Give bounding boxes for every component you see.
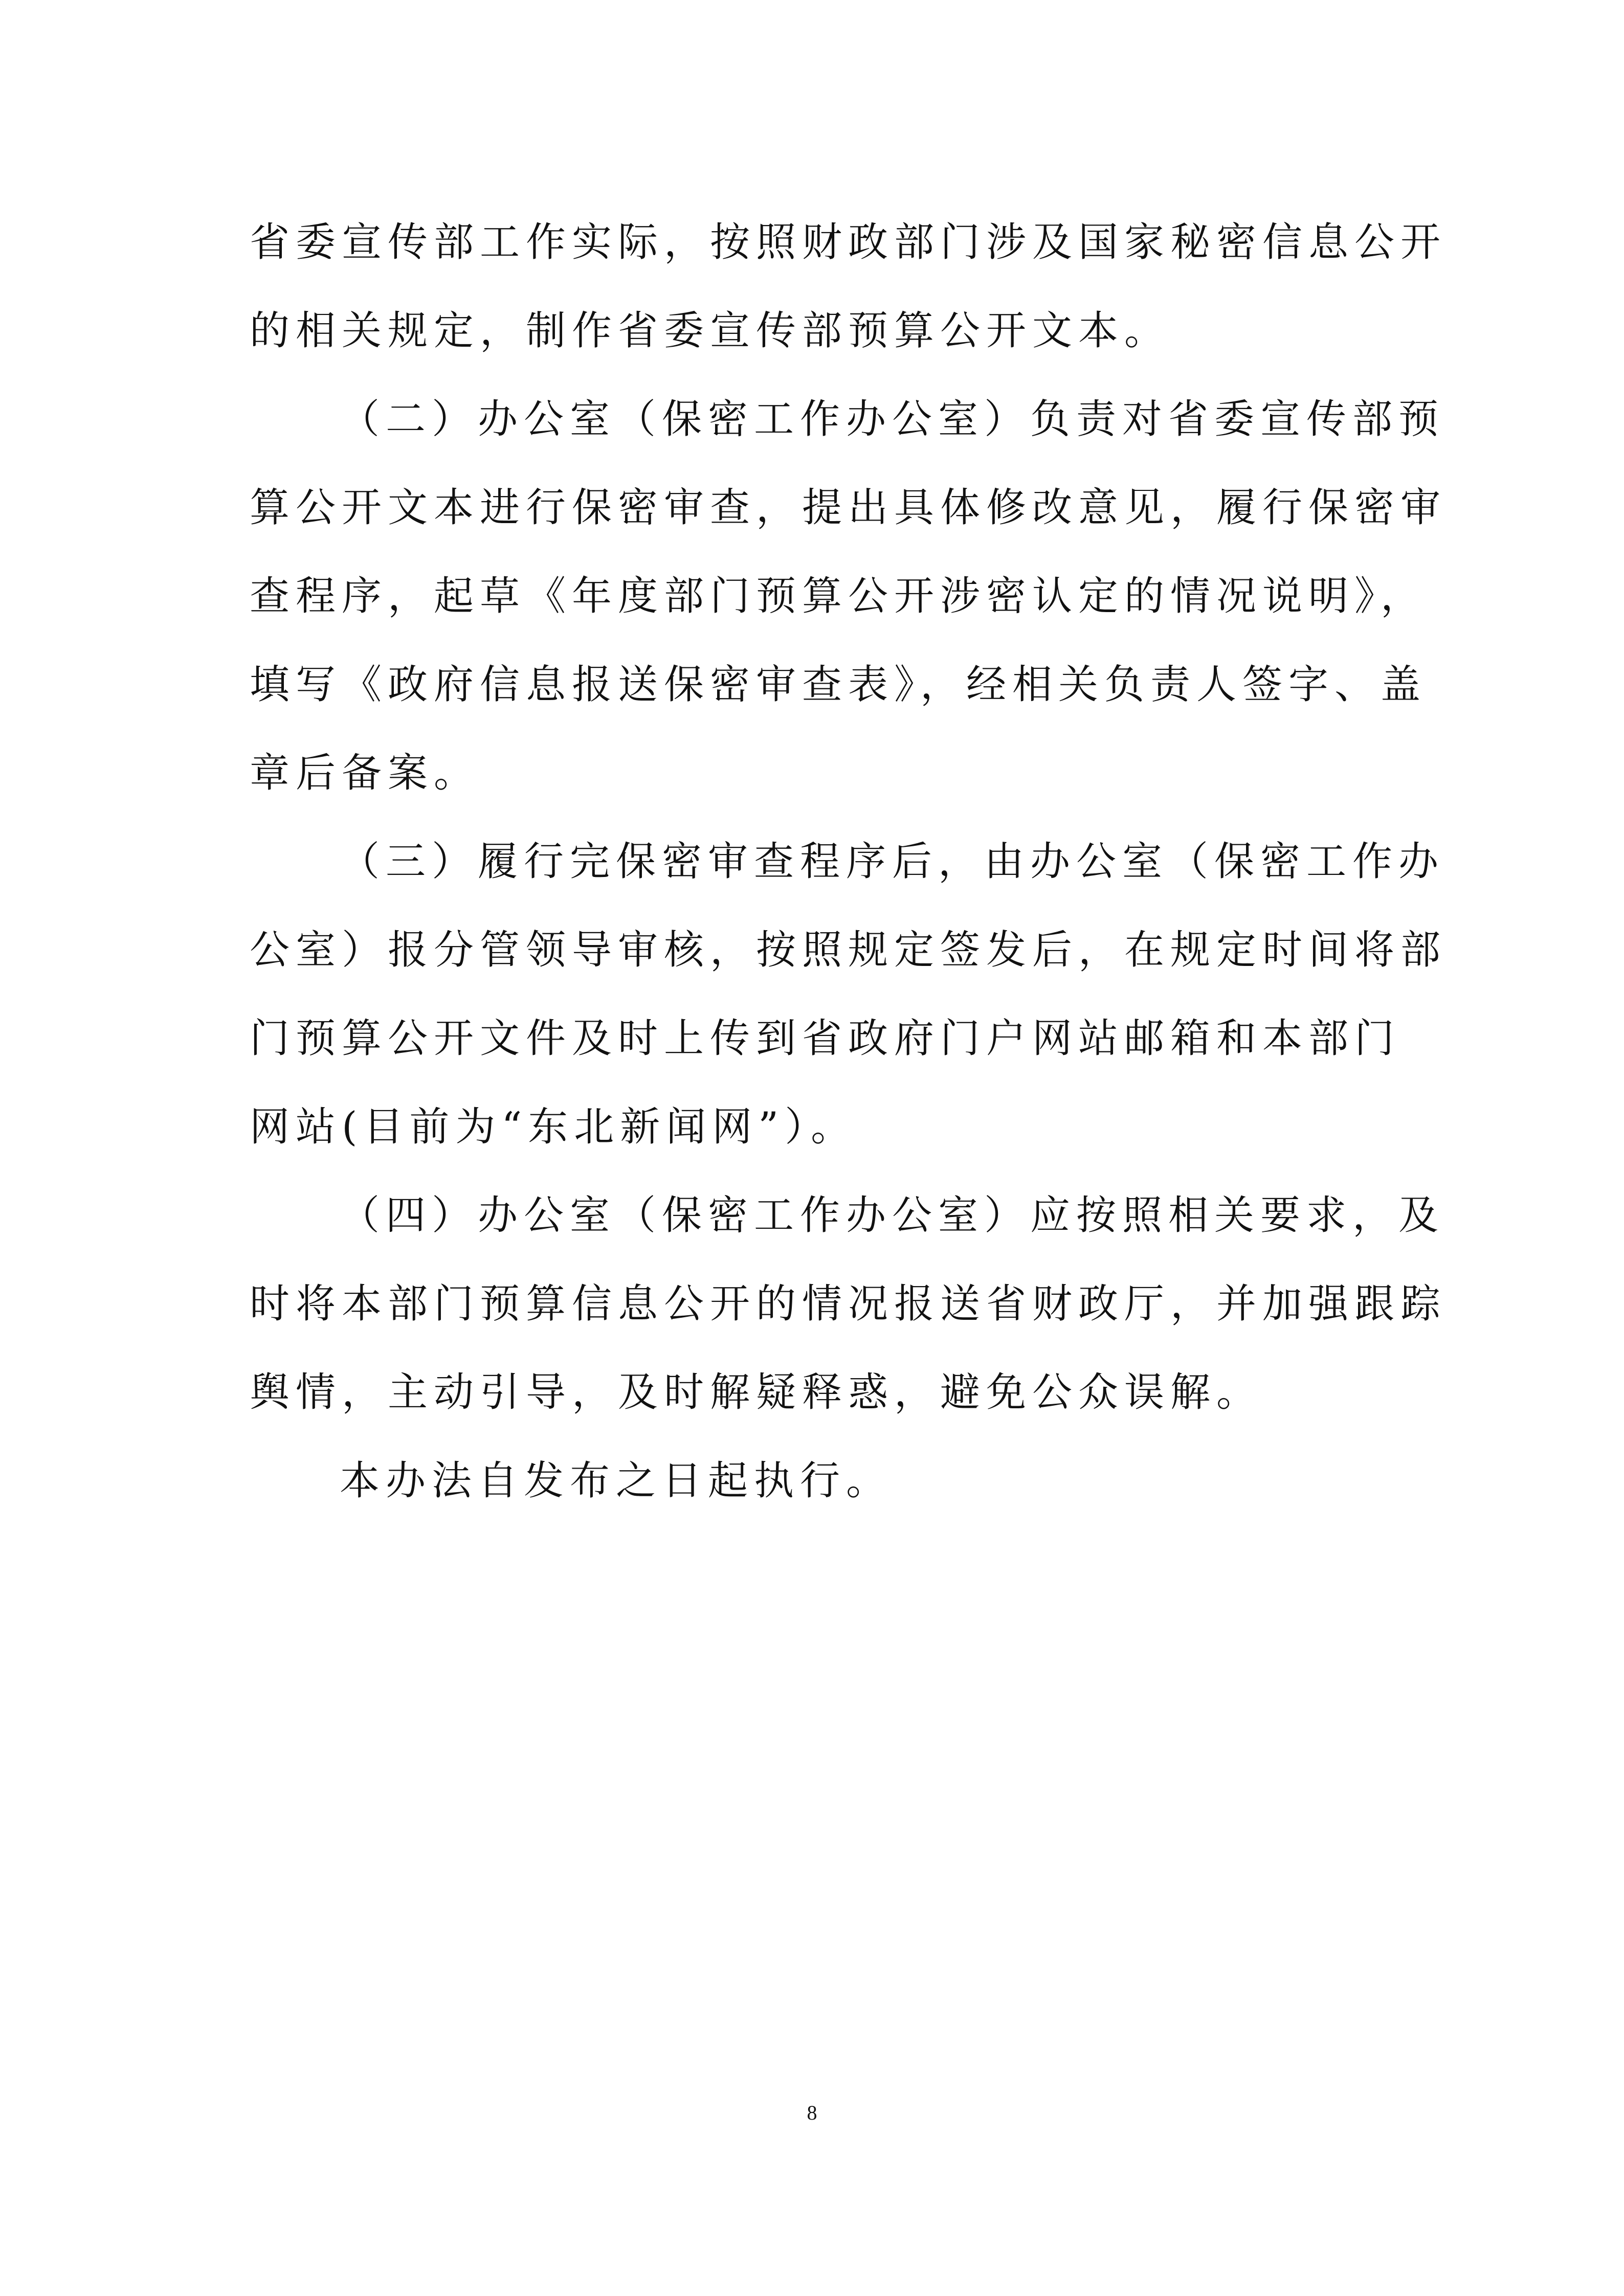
text-line: 门预算公开文件及时上传到省政府门户网站邮箱和本部门 [250, 1016, 1401, 1062]
text-line: （三）履行完保密审查程序后，由办公室（保密工作办 [340, 839, 1445, 885]
document-body [250, 198, 1447, 1525]
text-line: 网站(目前为“东北新闻网”）。 [250, 1104, 857, 1150]
text-line: 时将本部门预算信息公开的情况报送省财政厅，并加强跟踪 [250, 1281, 1447, 1327]
text-line: （四）办公室（保密工作办公室）应按照相关要求，及 [340, 1192, 1445, 1239]
text-line: （二）办公室（保密工作办公室）负责对省委宣传部预 [340, 396, 1445, 442]
text-line: 本办法自发布之日起执行。 [340, 1458, 893, 1504]
text-line: 章后备案。 [250, 750, 480, 796]
text-line: 舆情，主动引导，及时解疑释惑，避免公众误解。 [250, 1369, 1263, 1415]
text-line: 查程序，起草《年度部门预算公开涉密认定的情况说明》， [250, 573, 1427, 619]
text-line: 算公开文本进行保密审查，提出具体修改意见，履行保密审 [250, 485, 1447, 531]
text-line: 填写《政府信息报送保密审查表》，经相关负责人签字、盖 [250, 662, 1427, 708]
text-line: 省委宣传部工作实际，按照财政部门涉及国家秘密信息公开 [250, 219, 1447, 265]
text-line: 的相关规定，制作省委宣传部预算公开文本。 [250, 308, 1171, 354]
page-number: 8 [807, 2101, 817, 2124]
text-line: 公室）报分管领导审核，按照规定签发后，在规定时间将部 [250, 927, 1447, 973]
